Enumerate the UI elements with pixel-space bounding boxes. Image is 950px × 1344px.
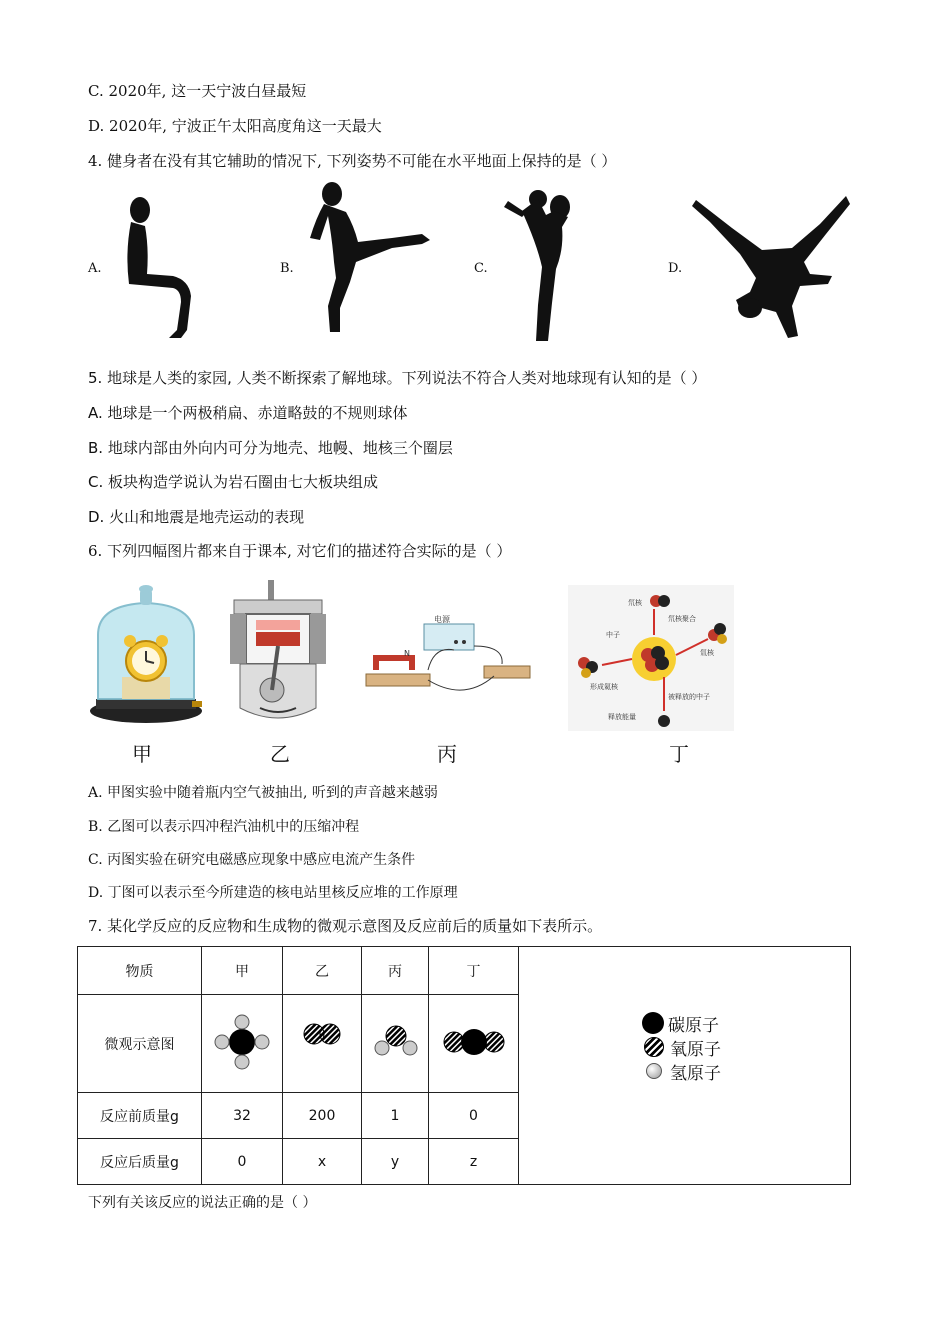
cell-before-yi: 200	[283, 1093, 362, 1139]
cell-after-yi: x	[283, 1139, 362, 1185]
row-label-micro: 微观示意图	[78, 995, 202, 1093]
caption-bing: 丙	[437, 742, 457, 766]
q4-label-b: B.	[280, 261, 294, 276]
label-power: 电源	[434, 615, 450, 624]
label-magnet-n: N	[404, 649, 410, 658]
cell-before-jia: 32	[202, 1093, 283, 1139]
legend-oxygen: 氧原子	[642, 1035, 721, 1059]
nuclear-fusion-figure	[568, 585, 734, 731]
oxygen-atom-icon	[644, 1037, 664, 1057]
q5-option-b: B. 地球内部由外向内可分为地壳、地幔、地核三个圈层	[88, 439, 453, 457]
caption-yi: 乙	[270, 742, 290, 766]
q6-stem: 6. 下列四幅图片都来自于课本, 对它们的描述符合实际的是（ ）	[88, 542, 512, 560]
silhouette-standing-split-icon	[498, 185, 588, 345]
water-molecule-icon	[370, 1012, 420, 1072]
label-tritium: 氚核	[700, 649, 714, 657]
q5-option-d: D. 火山和地震是地壳运动的表现	[88, 508, 305, 526]
q4-stem: 4. 健身者在没有其它辅助的情况下, 下列姿势不可能在水平地面上保持的是（ ）	[88, 152, 617, 170]
engine-cylinder-figure	[228, 578, 328, 728]
header-substance: 物质	[78, 947, 202, 995]
cell-before-bing: 1	[362, 1093, 429, 1139]
q3-option-d: D. 2020年, 宁波正午太阳高度角这一天最大	[88, 117, 382, 135]
label-released-neutron: 被释放的中子	[668, 693, 710, 701]
molecule-ding	[429, 995, 519, 1093]
legend-cell	[519, 947, 851, 1185]
row-label-before: 反应前质量g	[78, 1093, 202, 1139]
carbon-dioxide-molecule-icon	[434, 1012, 514, 1072]
q6-option-b: B. 乙图可以表示四冲程汽油机中的压缩冲程	[88, 819, 360, 835]
label-fusion: 氘核聚合	[668, 615, 696, 623]
q6-option-c: C. 丙图实验在研究电磁感应现象中感应电流产生条件	[88, 852, 416, 868]
q4-label-a: A.	[88, 261, 102, 276]
header-bing: 丙	[362, 947, 429, 995]
q7-question: 下列有关该反应的说法正确的是（ ）	[88, 1195, 317, 1211]
label-neutron: 中子	[606, 631, 620, 639]
legend-hydrogen: 氢原子	[642, 1059, 721, 1083]
methane-molecule-icon	[212, 1012, 272, 1072]
header-ding: 丁	[429, 947, 519, 995]
q7-table	[77, 946, 851, 1185]
hydrogen-atom-icon	[646, 1063, 662, 1079]
legend-carbon: 碳原子	[642, 1011, 721, 1035]
caption-ding: 丁	[669, 742, 689, 766]
caption-jia: 甲	[132, 742, 152, 766]
row-label-after: 反应后质量g	[78, 1139, 202, 1185]
header-yi: 乙	[283, 947, 362, 995]
q7-stem: 7. 某化学反应的反应物和生成物的微观示意图及反应前后的质量如下表所示。	[88, 917, 603, 935]
molecule-jia	[202, 995, 283, 1093]
oxygen-molecule-icon	[292, 1012, 352, 1072]
cell-after-ding: z	[429, 1139, 519, 1185]
silhouette-kick-icon	[296, 178, 436, 338]
q5-option-a: A. 地球是一个两极稍扁、赤道略鼓的不规则球体	[88, 404, 408, 422]
q5-stem: 5. 地球是人类的家园, 人类不断探索了解地球。下列说法不符合人类对地球现有认知的是（ ）	[88, 369, 707, 387]
header-jia: 甲	[202, 947, 283, 995]
silhouette-handstand-icon	[692, 188, 852, 338]
carbon-atom-icon	[642, 1012, 664, 1034]
molecule-bing	[362, 995, 429, 1093]
cell-before-ding: 0	[429, 1093, 519, 1139]
bell-jar-alarm-clock-figure	[88, 585, 204, 725]
q3-option-c: C. 2020年, 这一天宁波白昼最短	[88, 82, 307, 100]
q4-label-c: C.	[474, 261, 488, 276]
label-energy: 释放能量	[608, 713, 636, 721]
q6-option-d: D. 丁图可以表示至今所建造的核电站里核反应堆的工作原理	[88, 885, 458, 901]
silhouette-sitting-icon	[115, 192, 195, 342]
molecule-yi	[283, 995, 362, 1093]
cell-after-jia: 0	[202, 1139, 283, 1185]
cell-after-bing: y	[362, 1139, 429, 1185]
q4-label-d: D.	[668, 261, 683, 276]
label-deuterium: 氘核	[628, 599, 642, 607]
label-helium: 形成氦核	[590, 683, 618, 691]
q5-option-c: C. 板块构造学说认为岩石圈由七大板块组成	[88, 473, 379, 491]
q6-option-a: A. 甲图实验中随着瓶内空气被抽出, 听到的声音越来越弱	[88, 785, 438, 801]
electromagnetic-experiment-figure	[364, 610, 534, 706]
